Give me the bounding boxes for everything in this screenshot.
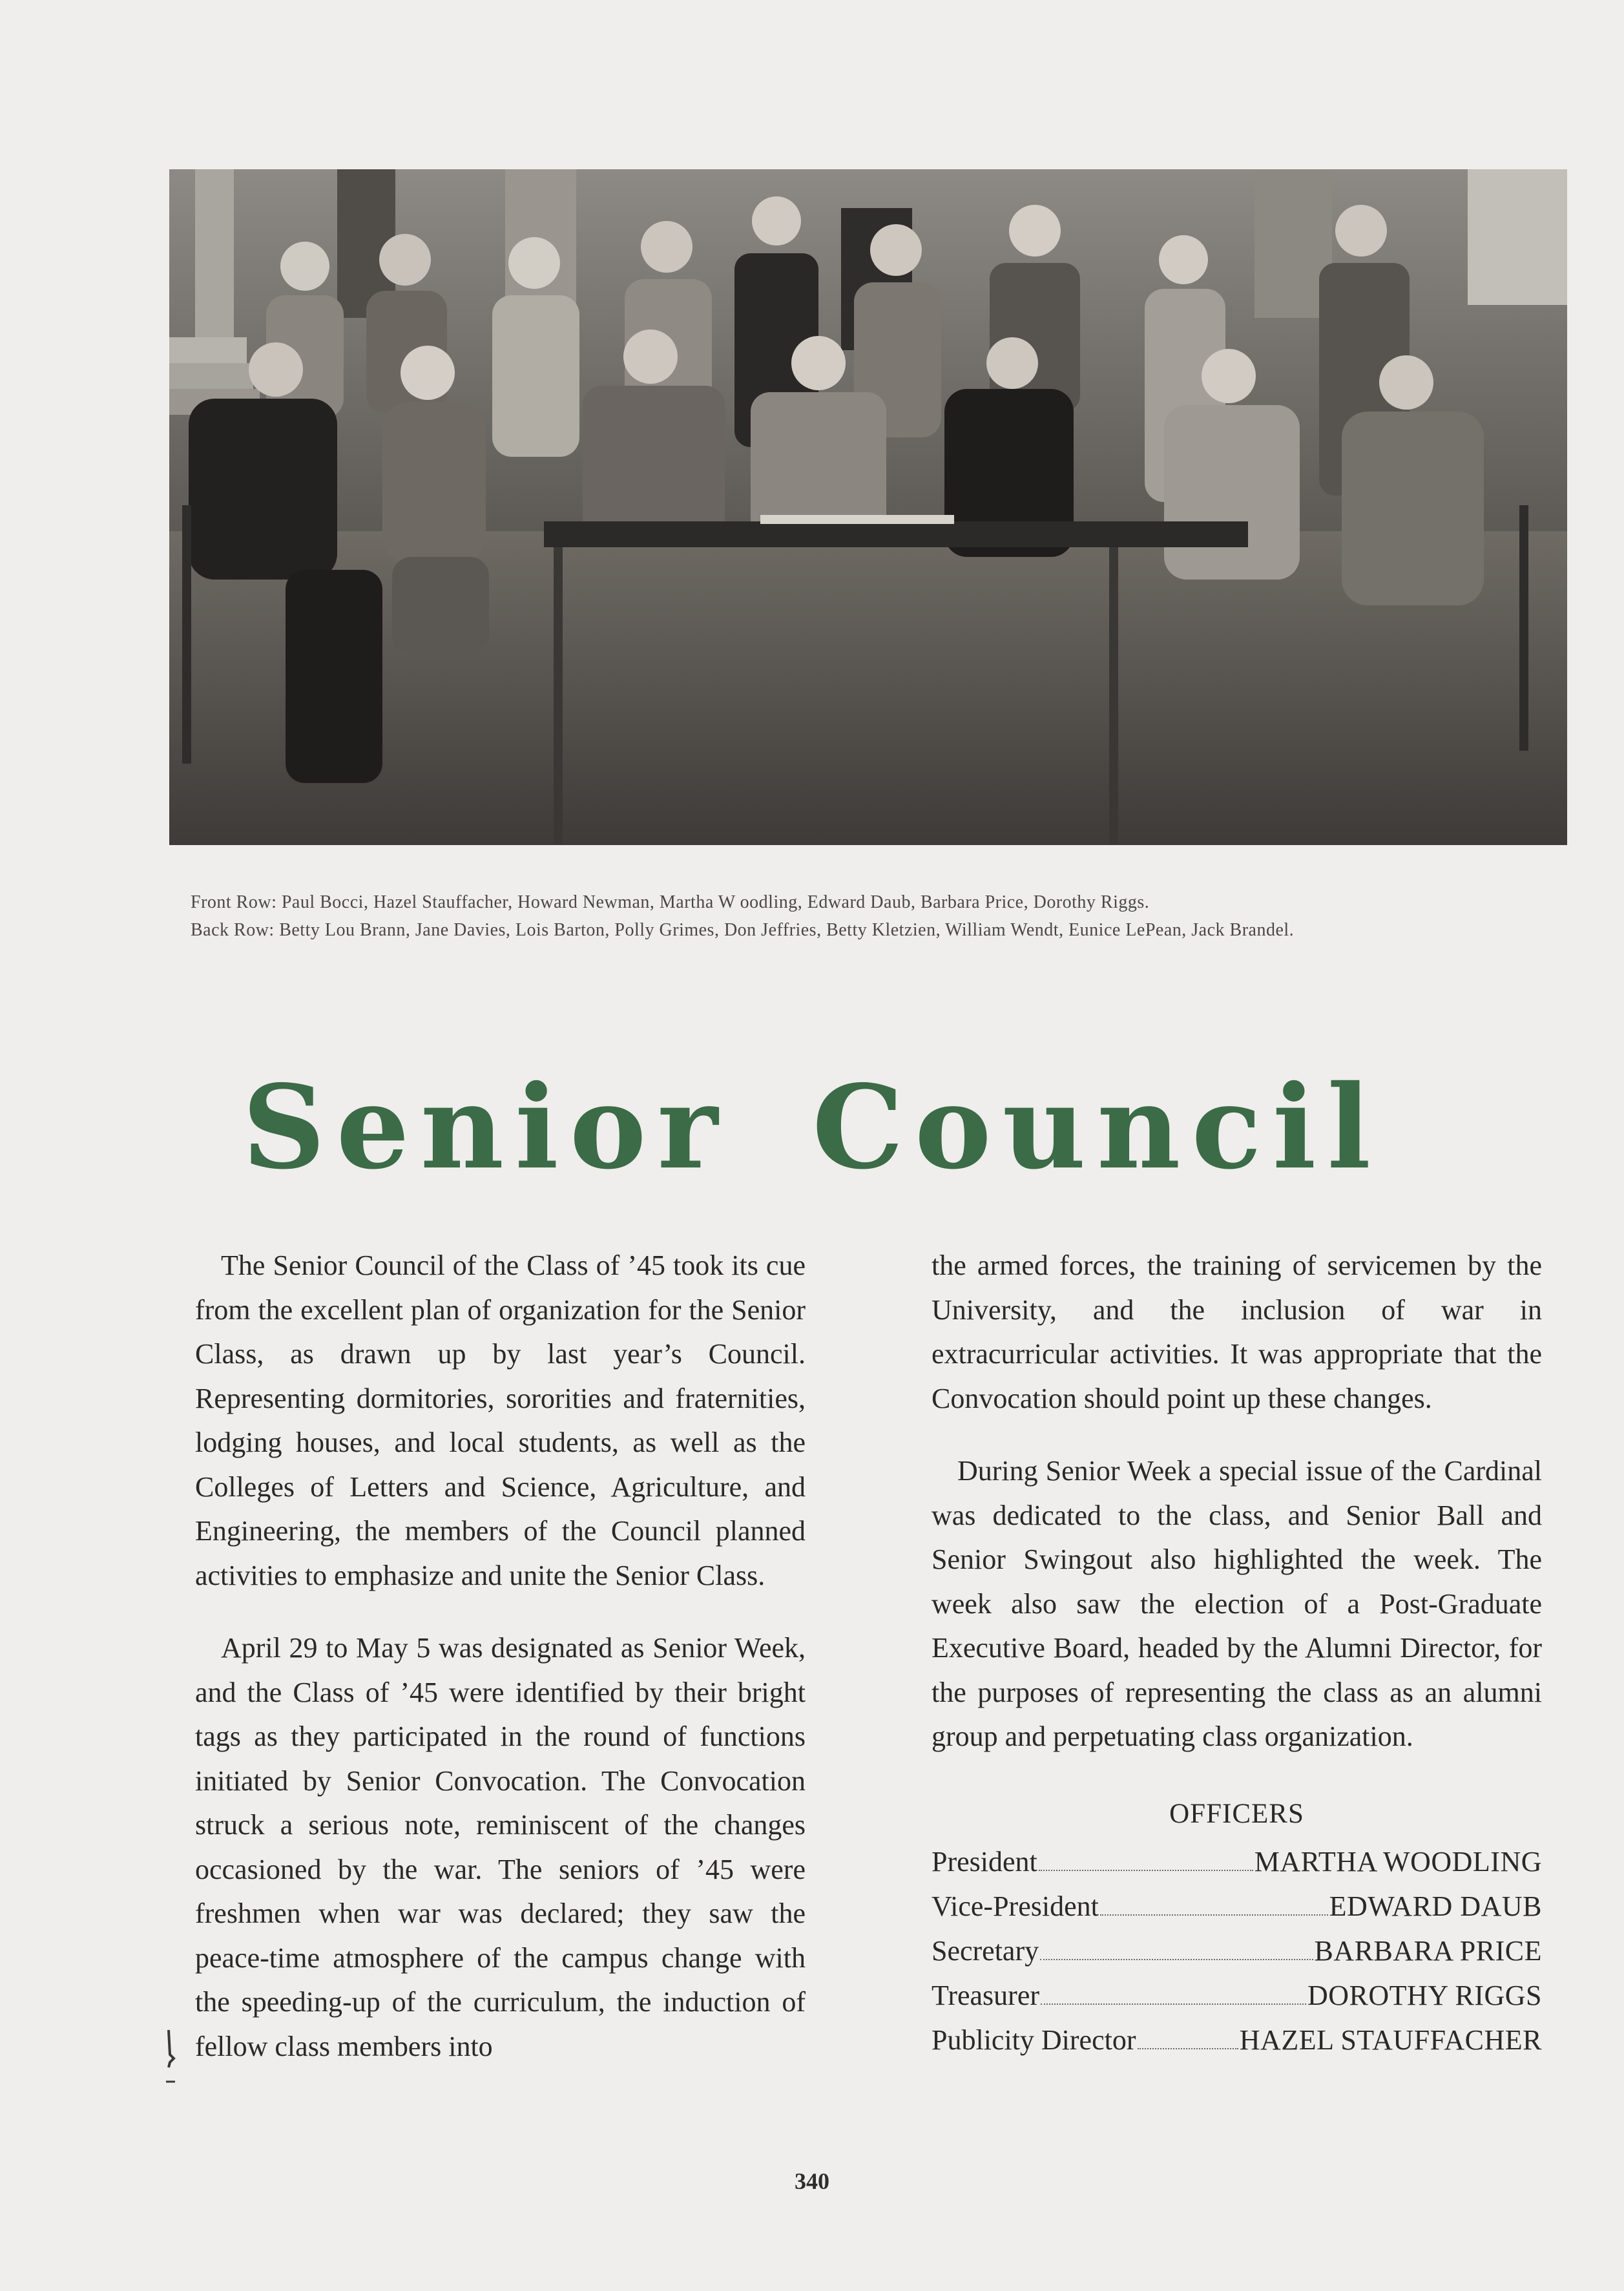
article-paragraph: the armed forces, the training of servicemen by the University, and the inclusion of war in extracurricular activities. It was appropriate that the Convocation should point up these changes. [932, 1250, 1542, 1414]
dot-leader [1041, 2003, 1306, 2005]
officers-list [932, 1793, 1542, 2062]
officer-role: President [932, 1845, 1037, 1878]
group-photo-illustration [169, 169, 1567, 845]
officer-row [932, 1839, 1542, 1884]
article-column-left [195, 1244, 806, 2069]
group-photo [169, 169, 1567, 845]
officer-name: EDWARD DAUB [1329, 1890, 1542, 1922]
officer-row [932, 1929, 1542, 1973]
officer-role: Publicity Director [932, 2024, 1136, 2056]
officer-row [932, 1973, 1542, 2018]
caption-back-row: Back Row: Betty Lou Brann, Jane Davies, Lois Barton, Polly Grimes, Don Jeffries, Betty Kletzien, William Wendt, Eunice LePean, Jack Brandel. [191, 920, 1295, 940]
photo-caption [191, 888, 1586, 944]
officer-role: Treasurer [932, 1979, 1039, 2011]
page-title: Senior Council [242, 1060, 1382, 1195]
officer-name: HAZEL STAUFFACHER [1239, 2024, 1542, 2056]
officers-heading: OFFICERS [1169, 1798, 1304, 1829]
officer-name: DOROTHY RIGGS [1307, 1979, 1542, 2011]
officer-name: BARBARA PRICE [1314, 1934, 1542, 1967]
article-paragraph: April 29 to May 5 was designated as Senior Week, and the Class of ’45 were identified by their bright tags as they participated in the round of functions initiated by Senior Convocation. The Convocation struck a serious note, reminiscent of the changes occasioned by the war. The seniors of ’45 were freshmen when war was declared; they saw the peace-time atmosphere of the campus change with the speeding-up of the curriculum, the induction of fellow class members into [195, 1632, 806, 2062]
article-column-right [932, 1244, 1542, 2062]
officer-role: Secretary [932, 1934, 1039, 1967]
dot-leader [1039, 1870, 1253, 1871]
article-paragraph: During Senior Week a special issue of the Cardinal was dedicated to the class, and Senior Ball and Senior Swingout also highlighted the week. The week also saw the election of a Post-Graduate Executive Board, headed by the Alumni Director, for the purposes of representing the class as an alumni group and perpetuating class organization. [932, 1455, 1542, 1752]
dot-leader [1040, 1959, 1313, 1960]
dot-leader [1138, 2048, 1238, 2049]
officer-name: MARTHA WOODLING [1254, 1845, 1542, 1878]
page-number: 340 [795, 2168, 829, 2194]
caption-front-row: Front Row: Paul Bocci, Hazel Stauffacher, Howard Newman, Martha W oodling, Edward Daub, Barbara Price, Dorothy Riggs. [191, 892, 1150, 912]
article-paragraph: The Senior Council of the Class of ’45 took its cue from the excellent plan of organization for the Senior Class, as drawn up by last year’s Council. Representing dormitories, sororities and fraternities, lodging houses, and local students, as well as the Colleges of Letters and Science, Agriculture, and Engineering, the members of the Council planned activities to emphasize and unite the Senior Class. [195, 1250, 806, 1591]
dot-leader [1100, 1914, 1328, 1916]
margin-ink-mark [165, 2029, 178, 2087]
officer-row [932, 1884, 1542, 1929]
officer-row [932, 2018, 1542, 2062]
officer-role: Vice-President [932, 1890, 1099, 1922]
